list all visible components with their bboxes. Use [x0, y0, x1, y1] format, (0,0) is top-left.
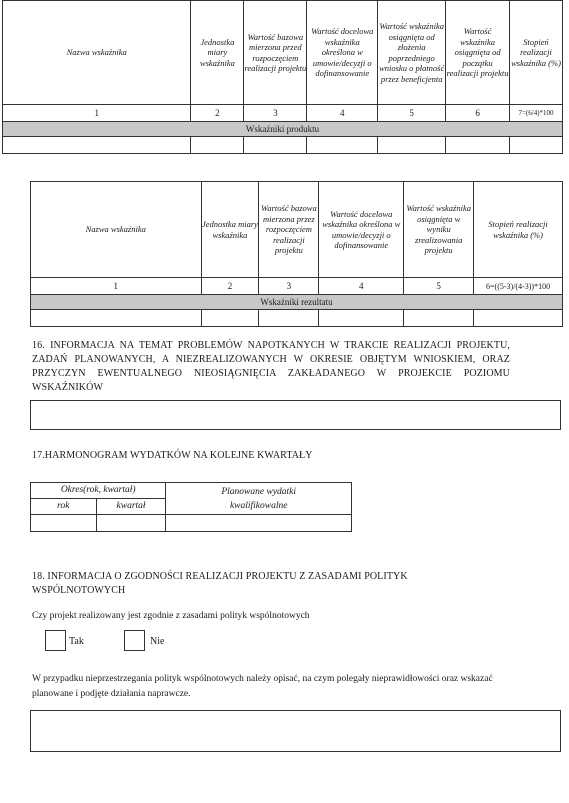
header-achieved-value: Wartość wskaźnika osiągnięta w wyniku zrealizowania projektu: [404, 182, 474, 278]
yes-checkbox[interactable]: [45, 630, 66, 651]
column-number: 5: [404, 278, 474, 295]
header-target-value: Wartość docelowa wskaźnika określona w umowie/decyzji o dofinansowanie: [307, 1, 378, 105]
column-number: 2: [191, 105, 244, 122]
column-number: 4: [307, 105, 378, 122]
header-achieved-since-last: Wartość wskaźnika osiągnięta od złożenia poprzedniego wniosku o płatność przez beneficjenta: [378, 1, 446, 105]
no-label: Nie: [150, 636, 165, 647]
header-period: Okres(rok, kwartał): [31, 483, 166, 499]
input-cell[interactable]: [474, 310, 563, 327]
header-completion-degree: Stopień realizacji wskaźnika (%): [474, 182, 563, 278]
section-label-result: Wskaźniki rezultatu: [31, 295, 563, 310]
input-cell[interactable]: [446, 137, 510, 154]
input-cell[interactable]: [307, 137, 378, 154]
header-planned-expenditure: Planowane wydatki kwalifikowalne: [166, 483, 352, 515]
yes-label: Tak: [69, 636, 84, 647]
section-17-title: 17.HARMONOGRAM WYDATKÓW NA KOLEJNE KWARTAŁY: [32, 450, 313, 461]
header-indicator-name: Nazwa wskaźnika: [31, 182, 202, 278]
input-cell[interactable]: [31, 310, 202, 327]
header-base-value: Wartość bazowa mierzona przed rozpoczęciem realizacji projektu: [244, 1, 307, 105]
input-quarter-cell[interactable]: [96, 515, 166, 532]
input-cell[interactable]: [3, 137, 191, 154]
header-completion-degree: Stopień realizacji wskaźnika (%): [510, 1, 563, 105]
header-base-value: Wartość bazowa mierzona przez rozpoczęciem realizacji projektu: [259, 182, 319, 278]
section-18-textbox[interactable]: [30, 710, 561, 752]
input-year-cell[interactable]: [31, 515, 97, 532]
input-cell[interactable]: [404, 310, 474, 327]
header-unit: Jednostka miary wskaźnika: [191, 1, 244, 105]
column-number: 6: [446, 105, 510, 122]
input-cell[interactable]: [244, 137, 307, 154]
column-number: 3: [244, 105, 307, 122]
input-cell[interactable]: [378, 137, 446, 154]
column-number: 1: [31, 278, 202, 295]
header-unit: Jednostka miary wskaźnika: [201, 182, 259, 278]
column-number: 1: [3, 105, 191, 122]
column-number: 3: [259, 278, 319, 295]
input-cell[interactable]: [191, 137, 244, 154]
header-year: rok: [31, 499, 97, 515]
expenditure-schedule-table: [30, 482, 352, 532]
header-target-value: Wartość docelowa wskaźnika określona w umowie/decyzji o dofinansowanie: [319, 182, 404, 278]
column-formula: 7=(6/4)*100: [510, 105, 563, 122]
input-planned-cell[interactable]: [166, 515, 352, 532]
column-formula: 6=((5-3)/(4-3))*100: [474, 278, 563, 295]
column-number: 2: [201, 278, 259, 295]
input-cell[interactable]: [259, 310, 319, 327]
section-label-product: Wskaźniki produktu: [3, 122, 563, 137]
column-number: 4: [319, 278, 404, 295]
section-18-title: 18. INFORMACJA O ZGODNOŚCI REALIZACJI PROJEKTU Z ZASADAMI POLITYK WSPÓLNOTOWYCH: [32, 571, 408, 596]
column-number: 5: [378, 105, 446, 122]
no-checkbox[interactable]: [124, 630, 145, 651]
input-cell[interactable]: [319, 310, 404, 327]
header-achieved-since-start: Wartość wskaźnika osiągnięta od początku realizacji projektu: [446, 1, 510, 105]
section-16-title: 16. INFORMACJA NA TEMAT PROBLEMÓW NAPOTKANYCH W TRAKCIE REALIZACJI PROJEKTU, ZADAŃ PLANOWANYCH, A NIEZREALIZOWANYCH W OKRESIE OBJĘTYM WNIOSKIEM, ORAZ PRZYCZYN EWENTUALNEGO NIEOSIĄGNIĘCIA ZAKŁADANEGO W PROJEKCIE POZIOMU WSKAŹNIKÓW: [32, 340, 510, 393]
corrective-actions-instruction: W przypadku nieprzestrzegania polityk wspólnotowych należy opisać, na czym polegały nieprawidłowości oraz wskazać planowane i podjęte działania naprawcze.: [32, 674, 493, 699]
input-cell[interactable]: [510, 137, 563, 154]
header-quarter: kwartał: [96, 499, 166, 515]
header-indicator-name: Nazwa wskaźnika: [3, 1, 191, 105]
result-indicators-table: [30, 181, 563, 327]
product-indicators-table: [2, 0, 563, 154]
input-cell[interactable]: [201, 310, 259, 327]
section-16-textbox[interactable]: [30, 400, 561, 430]
policy-compliance-question: Czy projekt realizowany jest zgodnie z zasadami polityk wspólnotowych: [32, 611, 310, 621]
